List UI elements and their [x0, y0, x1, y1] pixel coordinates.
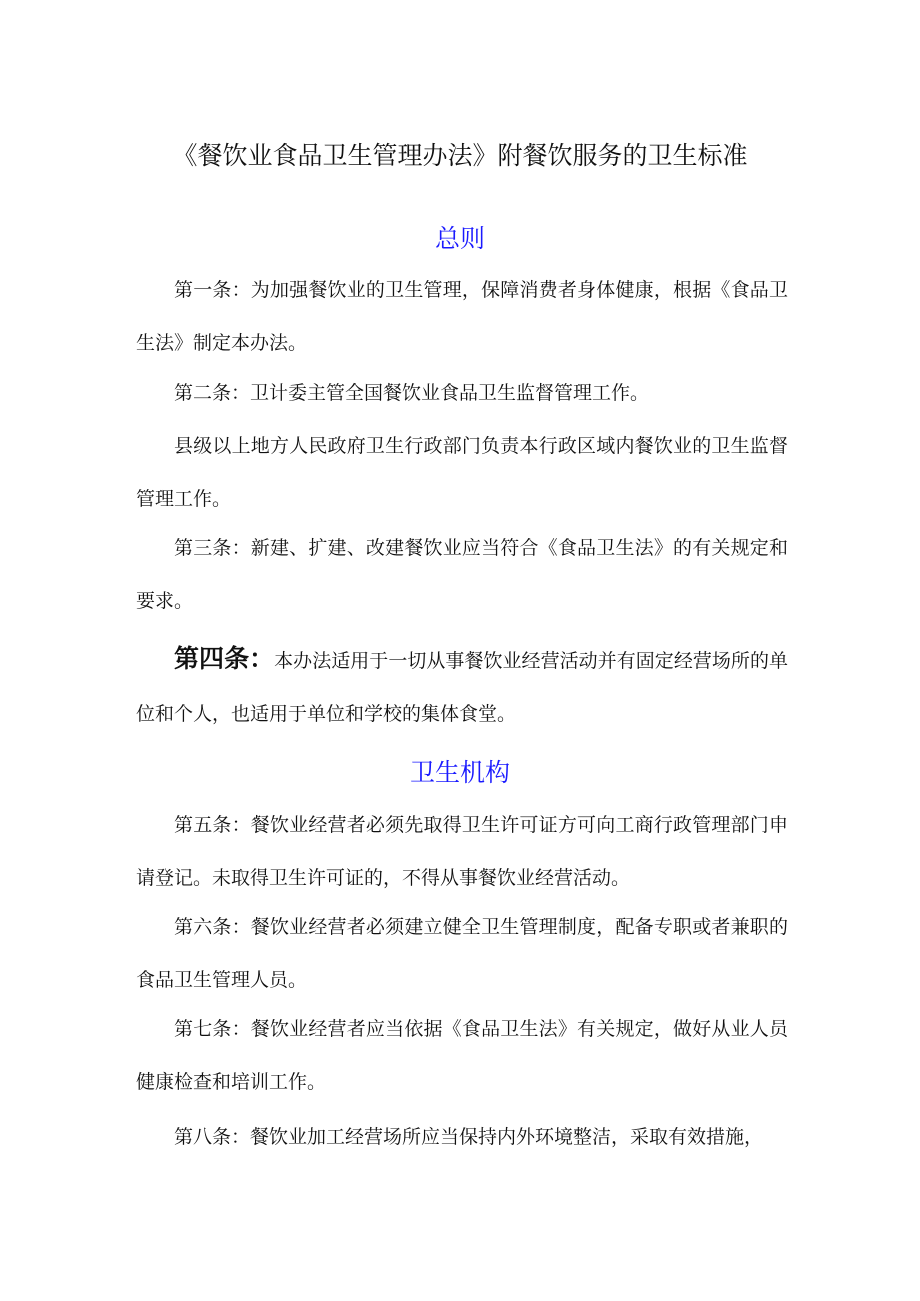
- article-6: 第六条：餐饮业经营者必须建立健全卫生管理制度，配备专职或者兼职的食品卫生管理人员。: [136, 916, 788, 991]
- article-3: 第三条：新建、扩建、改建餐饮业应当符合《食品卫生法》的有关规定和要求。: [136, 537, 788, 612]
- article-1: 第一条：为加强餐饮业的卫生管理，保障消费者身体健康，根据《食品卫生法》制定本办法。: [136, 279, 788, 354]
- article-7: 第七条：餐饮业经营者应当依据《食品卫生法》有关规定，做好从业人员健康检查和培训工作。: [136, 1018, 788, 1093]
- section-heading-general: 总则: [434, 224, 485, 253]
- section-heading-health-organization: 卫生机构: [409, 758, 510, 787]
- article-4-lead: 第四条：: [174, 644, 275, 673]
- article-2: 第二条：卫计委主管全国餐饮业食品卫生监督管理工作。: [174, 382, 650, 404]
- document-title: 《餐饮业食品卫生管理办法》附餐饮服务的卫生标准: [172, 141, 748, 170]
- article-4-text: 本办法适用于一切从事餐饮业经营活动并有固定经营场所的单位和个人，也适用于单位和学校的集体食堂。: [136, 650, 788, 725]
- article-8: 第八条：餐饮业加工经营场所应当保持内外环境整洁，采取有效措施，: [174, 1126, 764, 1148]
- article-2-paragraph-2: 县级以上地方人民政府卫生行政部门负责本行政区域内餐饮业的卫生监督管理工作。: [136, 435, 788, 510]
- article-5: 第五条：餐饮业经营者必须先取得卫生许可证方可向工商行政管理部门申请登记。未取得卫生许可证的，不得从事餐饮业经营活动。: [136, 814, 788, 889]
- article-4: [136, 632, 788, 741]
